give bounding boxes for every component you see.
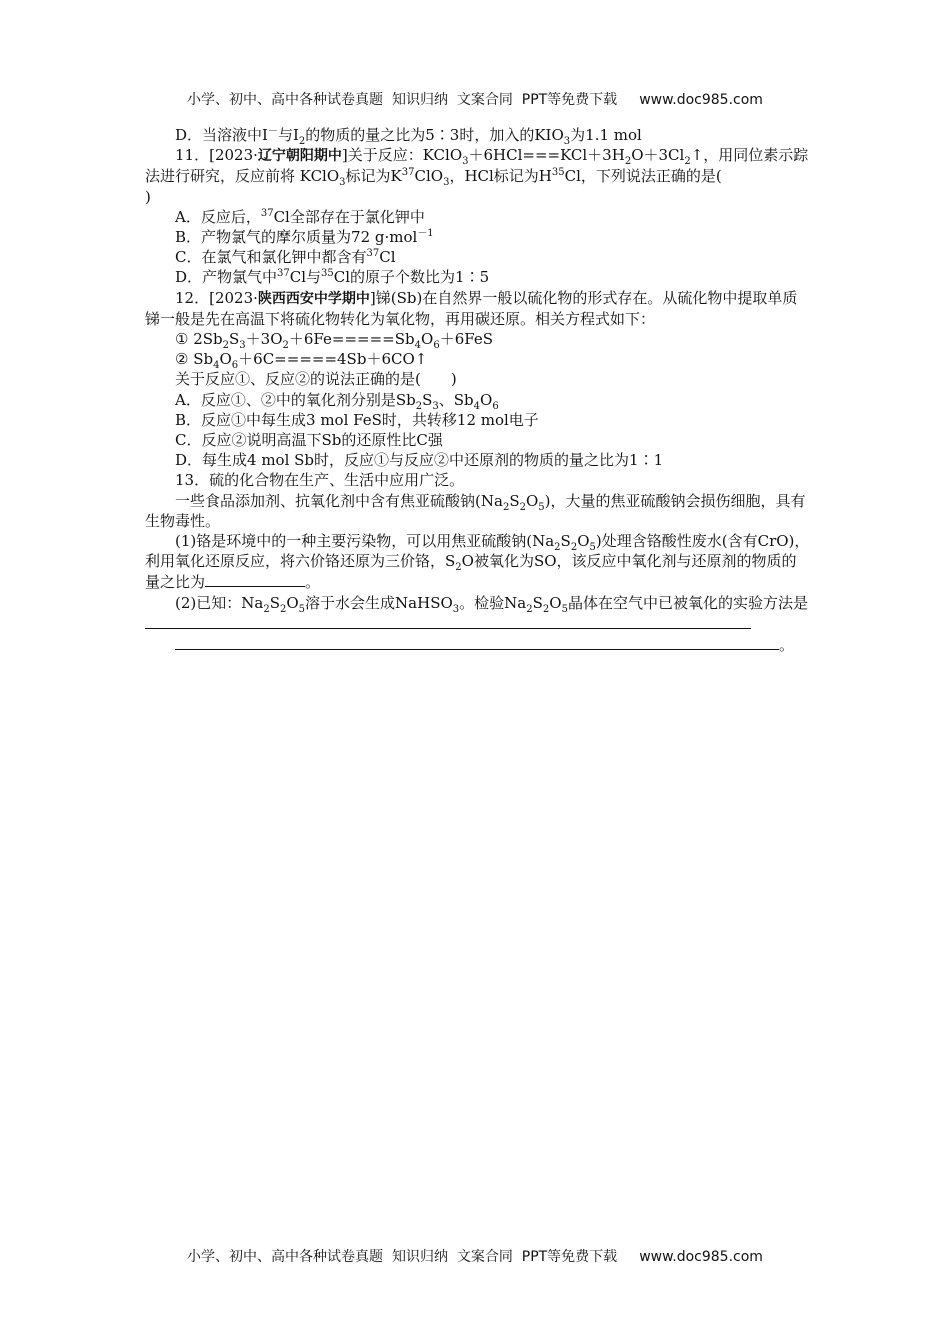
q12-option-a: A．反应①、②中的氧化剂分别是$Sb_2S_3$、$Sb_4O_6$	[175, 390, 499, 412]
q12-option-d: D．每生成4 mol Sb时，反应①与反应②中还原剂的物质的量之比为1∶1	[175, 451, 664, 470]
q13-stem: 13．硫的化合物在生产、生活中应用广泛。	[175, 471, 465, 490]
q11-option-c: C．在氯气和氯化钾中都含有$^{37}$Cl	[175, 248, 396, 267]
q12-equation-1: ① $2Sb_2S_3+3O_2+6Fe=====Sb_4O_6+6FeS$	[175, 330, 493, 352]
footer-text: 小学、初中、高中各种试卷真题 知识归纳 文案合同 PPT等免费下载	[187, 1249, 618, 1265]
answer-blank-1[interactable]	[205, 571, 305, 587]
q13-part-1: (1)铬是环境中的一种主要污染物，可以用焦亚硫酸钠$(Na_2S_2O_5)$处理含铬酸性废水(含有CrO)，利用氧化还原反应，将六价铬还原为三价铬，$S_2O$被氧化为SO，该反应中氧化剂与还原剂的物质的量之比为 。	[145, 532, 810, 592]
q12-stem: 12．[2023·陕西西安中学期中]锑(Sb)在自然界一般以硫化物的形式存在。从硫化物中提取单质锑一般是先在高温下将硫化物转化为氧化物，再用碳还原。相关方程式如下：	[145, 288, 798, 328]
q11-option-d: D．产物氯气中$^{37}$Cl与$^{35}$Cl的原子个数比为1∶5	[175, 268, 490, 287]
page-footer	[0, 1246, 950, 1266]
q12-equation-2: ② $Sb_4O_6+6C=====4Sb+6CO↑$	[175, 350, 428, 372]
header-text: 小学、初中、高中各种试卷真题 知识归纳 文案合同 PPT等免费下载	[187, 92, 618, 108]
answer-blank-3[interactable]	[175, 634, 779, 650]
document-body	[145, 125, 810, 655]
footer-site-link[interactable]: www.doc985.com	[639, 1249, 763, 1265]
q12-option-b: B．反应①中每生成3 mol FeS时，共转移12 mol电子	[175, 410, 539, 429]
page-header	[0, 89, 950, 109]
q11-option-b: B．产物氯气的摩尔质量为72 g·mol$^{-1}$	[175, 228, 434, 247]
q11-stem: 11．[2023·辽宁朝阳期中]关于反应：$KClO_3+6HCl===KCl+3H_2O+3Cl_2↑$，用同位素示踪法进行研究，反应前将 KClO$_3$标记为$K^{37}ClO_3$，HCl标记为$H^{35}Cl$，下列说法正确的是( )	[145, 146, 809, 206]
q10-option-d: D．当溶液中I－与$I_2$的物质的量之比为5∶3时，加入的$KIO_3$为1.1 mol	[175, 126, 642, 147]
q12-question: 关于反应①、反应②的说法正确的是( )	[175, 370, 457, 389]
q13-part-2: (2)已知：$Na_2S_2O_5$溶于水会生成NaHSO$_3$。检验$Na_2S_2O_5$晶体在空气中已被氧化的实验方法是	[145, 593, 810, 634]
q13-part-2-cont: 。	[145, 634, 810, 655]
header-site-link[interactable]: www.doc985.com	[639, 92, 763, 108]
answer-blank-2[interactable]	[145, 613, 751, 629]
q11-option-a: A．反应后，$^{37}$Cl全部存在于氯化钾中	[175, 207, 425, 226]
q12-source: 陕西西安中学期中	[257, 290, 370, 307]
q12-option-c: C．反应②说明高温下Sb的还原性比C强	[175, 431, 443, 450]
q11-source: 辽宁朝阳期中	[257, 148, 342, 165]
q13-intro: 一些食品添加剂、抗氧化剂中含有焦亚硫酸钠$(Na_2S_2O_5)$，大量的焦亚硫酸钠会损伤细胞，具有生物毒性。	[145, 491, 806, 530]
